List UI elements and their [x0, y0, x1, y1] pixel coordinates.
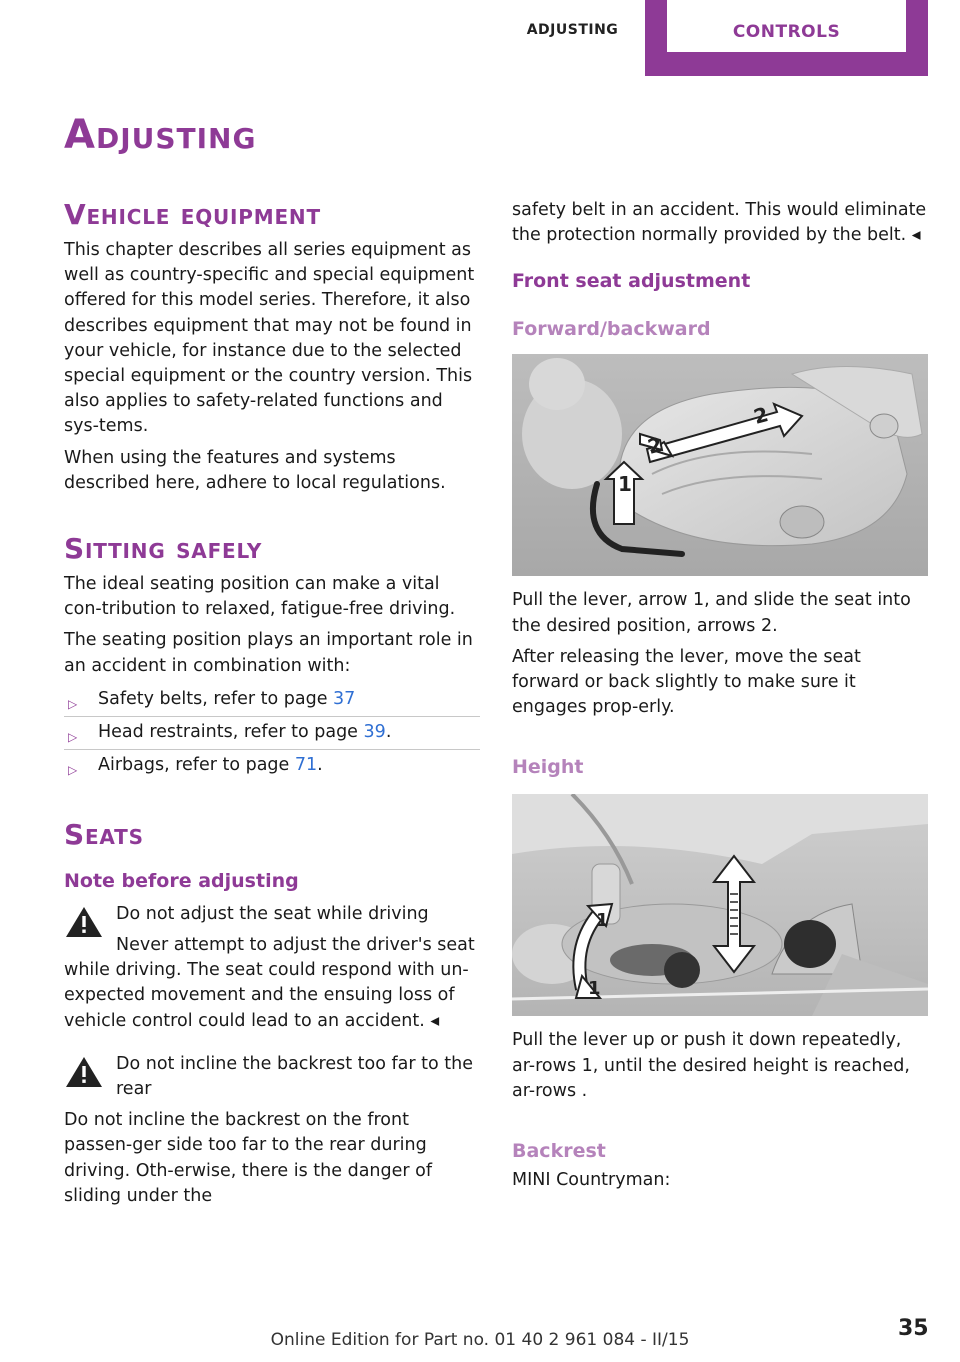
chapter-tab-label: CONTROLS	[667, 0, 906, 52]
seat-height-illustration	[512, 794, 928, 1016]
reference-list	[64, 684, 480, 782]
paragraph: MINI Countryman:	[512, 1170, 671, 1191]
heading-sitting-safely: Sitting safely	[64, 532, 263, 566]
left-column	[64, 198, 480, 1209]
triangle-bullet-icon: ▷	[68, 762, 78, 777]
triangle-bullet-icon: ▷	[68, 696, 78, 711]
chapter-tab	[645, 0, 928, 76]
paragraph: Pull the lever up or push it down repeatedly, ar-rows 1, until the desired height is reached, ar-rows .	[512, 1030, 910, 1101]
heading-front-seat-adjustment: Front seat adjustment	[512, 270, 751, 293]
triangle-bullet-icon: ▷	[68, 729, 78, 744]
seat-slide-drawing	[512, 354, 928, 576]
heading-seats: Seats	[64, 817, 144, 851]
seat-forward-backward-illustration	[512, 354, 928, 576]
edition-footer: Online Edition for Part no. 01 40 2 961 084 - II/15	[270, 1330, 690, 1350]
paragraph: The ideal seating position can make a vital con-tribution to relaxed, fatigue-free driving.	[64, 574, 456, 620]
page-title: Adjusting	[64, 112, 257, 158]
warning-body: Never attempt to adjust the driver's seat while driving. The seat could respond with un-expected movement and the ensuing loss of vehicle control could lead to an accident. ◂	[64, 935, 475, 1031]
warning-block	[64, 902, 480, 1034]
paragraph: The seating position plays an important role in an accident in combination with:	[64, 630, 473, 676]
paragraph: This chapter describes all series equipment as well as country-specific and special equipment offered for this model series. Therefore, it also describes equipment that may not be found in your vehicle, for instance due to the selected special equipment or the country version. This also applies to safety-related functions and sys-tems.	[64, 240, 475, 437]
heading-note-before-adjusting: Note before adjusting	[64, 869, 299, 892]
right-column	[512, 198, 928, 1193]
arrow-label: 1	[588, 978, 601, 1000]
list-item: ▷ Safety belts, refer to page 37	[64, 684, 480, 717]
heading-vehicle-equipment: Vehicle equipment	[64, 198, 321, 231]
running-header-section: ADJUSTING	[526, 22, 619, 38]
paragraph: Pull the lever, arrow 1, and slide the seat into the desired position, arrows 2.	[512, 590, 911, 636]
heading-backrest: Backrest	[512, 1140, 606, 1163]
seat-height-drawing	[512, 794, 928, 1016]
page-link[interactable]: 37	[333, 688, 356, 709]
paragraph: After releasing the lever, move the seat forward or back slightly to make sure it engages prop-erly.	[512, 646, 861, 718]
arrow-label: 1	[618, 472, 632, 497]
page-link[interactable]: 71	[294, 754, 318, 775]
arrow-label: 1	[596, 910, 609, 932]
warning-title: Do not incline the backrest too far to the rear	[116, 1053, 474, 1100]
page-link[interactable]: 39	[363, 721, 386, 742]
warning-triangle-icon	[64, 1054, 104, 1090]
heading-height: Height	[512, 756, 584, 779]
arrow-label: 2	[645, 432, 665, 460]
arrow-label: 2	[751, 402, 771, 430]
warning-body: Do not incline the backrest on the front passen-ger side too far to the rear during driving. Oth-erwise, there is the danger of sliding under the	[64, 1110, 433, 1206]
paragraph: When using the features and systems described here, adhere to local regulations.	[64, 447, 446, 493]
list-item: ▷ Airbags, refer to page 71.	[64, 750, 480, 782]
warning-title: Do not adjust the seat while driving	[116, 903, 429, 924]
paragraph: safety belt in an accident. This would eliminate the protection normally provided by the belt. ◂	[512, 200, 927, 246]
heading-forward-backward: Forward/backward	[512, 318, 711, 341]
warning-triangle-icon	[64, 904, 104, 940]
page-number: 35	[898, 1316, 929, 1341]
warning-block	[64, 1052, 480, 1209]
list-item: ▷ Head restraints, refer to page 39.	[64, 717, 480, 750]
